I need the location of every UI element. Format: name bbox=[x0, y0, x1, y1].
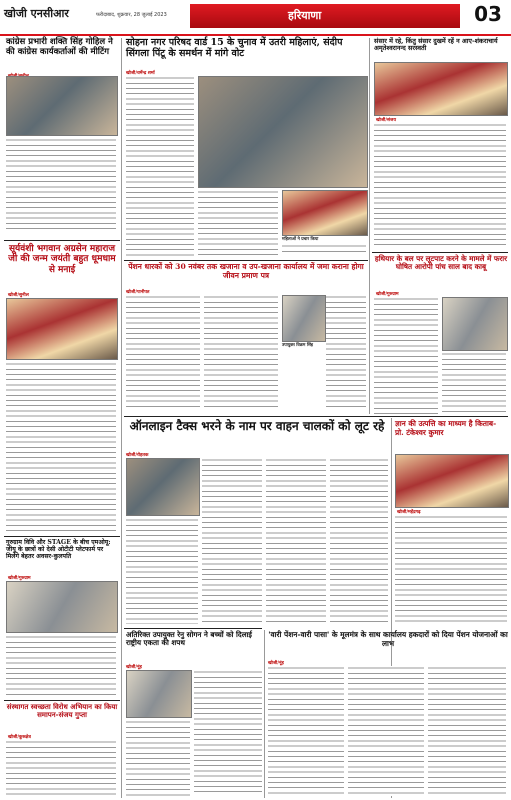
atirikt-body-col2 bbox=[194, 670, 262, 796]
divider bbox=[124, 628, 262, 629]
column-rule bbox=[369, 38, 370, 414]
byline-hathiyar: खोजी/गुरुग्राम bbox=[376, 292, 399, 297]
pensionwale-body-col1 bbox=[268, 666, 344, 796]
pensionwale-body-col2 bbox=[348, 666, 424, 796]
caption-sohna: महिलाओं ने प्रचार किया bbox=[282, 236, 319, 241]
sanjay-body bbox=[374, 123, 506, 246]
headline-pension: पेंशन धारकों को 30 नवंबर तक खजाना व उप-खजाना कार्यालय में जमा कराना होगा जीवन प्रमाण पत्र bbox=[128, 262, 364, 280]
hathiyar-body-col1 bbox=[374, 297, 438, 414]
section-name: हरियाणा bbox=[288, 9, 322, 22]
online-body-col4 bbox=[330, 458, 388, 624]
headline-gyan: ज्ञान की उत्पत्ति का माध्यम है किताब- प्रो. टंकेश्वर कुमार bbox=[395, 419, 497, 437]
section-banner bbox=[190, 4, 460, 28]
sohna-body-col2 bbox=[198, 190, 278, 256]
headline-sohna: सोहना नगर परिषद वार्ड 15 के चुनाव में उतरी महिलाएं, संदीप सिंगला पिंटू के समर्थन में मांगे वोट bbox=[126, 37, 343, 59]
gurugram-body bbox=[6, 635, 116, 695]
byline-gurugram: खोजी/गुरुग्राम bbox=[8, 576, 31, 581]
gyan-photo bbox=[395, 454, 509, 508]
pension-body-col1 bbox=[126, 295, 200, 410]
swachh-body bbox=[6, 740, 116, 796]
headline-online: ऑनलाइन टैक्स भरने के नाम पर वाहन चालकों को लूट रहे bbox=[129, 419, 385, 433]
hathiyar-photo bbox=[442, 297, 508, 351]
atirikt-photo bbox=[126, 670, 192, 718]
headline-congress: कांग्रेस प्रभारी शक्ति सिंह गोहिल ने की कांग्रेस कार्यकर्ताओं की मीटिंग bbox=[6, 37, 113, 57]
pension-photo bbox=[282, 295, 326, 342]
sohna-photo-small bbox=[282, 190, 368, 236]
hathiyar-body-col2 bbox=[442, 352, 506, 414]
byline-sanjay: खोजी/संजय bbox=[376, 118, 396, 123]
pension-body-col2 bbox=[204, 295, 278, 410]
headline-swachh: संस्थागत स्वच्छता विरोध अभियान का किया समापन-संजय गुप्ता bbox=[6, 702, 118, 720]
divider bbox=[124, 416, 508, 417]
byline-swachh: खोजी/कुरुक्षेत्र bbox=[8, 735, 31, 740]
newspaper-brand: खोजी एनसीआर bbox=[4, 7, 69, 20]
divider bbox=[372, 252, 508, 253]
surya-body bbox=[6, 362, 116, 532]
sanjay-photo bbox=[374, 62, 508, 116]
issue-line: फरीदाबाद, शुक्रवार, 28 जुलाई 2023 bbox=[96, 12, 167, 18]
pension-body-col3 bbox=[326, 295, 366, 410]
column-rule bbox=[121, 38, 122, 798]
divider bbox=[4, 700, 120, 701]
caption-pension: उपायुक्त विक्रम सिंह bbox=[282, 342, 314, 347]
surya-photo bbox=[6, 298, 118, 360]
gyan-body bbox=[395, 515, 507, 626]
divider bbox=[124, 260, 368, 261]
byline-gyan: खोजी/महेंद्रगढ़ bbox=[397, 510, 421, 515]
byline-pensionwale: खोजी/नूंह bbox=[268, 661, 284, 666]
pensionwale-body-col3 bbox=[428, 666, 506, 796]
headline-atirikt: अतिरिक्त उपायुक्त रेनु सोगन ने बच्चों को दिलाई राष्ट्रीय एकता की शपथ bbox=[126, 630, 252, 648]
headline-hathiyar: हथियार के बल पर लूटपाट करने के मामले में फरार घोषित आरोपी पांच साल बाद काबू bbox=[374, 254, 508, 272]
divider bbox=[4, 536, 120, 537]
headline-gurugram: गुरुग्राम विवि और STAGE के बीच एमओयू: जीयू के छात्रों को देसी ओटीटी प्लेटफार्म पर मिलेंगे बेहतर अवसर-कुलपति bbox=[6, 539, 111, 561]
headline-sanjay: संसार में रहे, किंतु संसार दुखमें रहें न आए-शंकराचार्य अमृतेश्वरानन्द सरस्वती bbox=[374, 37, 498, 53]
column-rule bbox=[264, 630, 265, 798]
byline-surya: खोजी/सुनील bbox=[8, 293, 29, 298]
byline-atirikt: खोजी/नूंह bbox=[126, 665, 142, 670]
congress-body bbox=[6, 138, 116, 233]
headline-pensionwale: 'वारी पेंशन-वारी पासा' के मूलमंत्र के साथ कार्यालय हकदारों को दिया पेंशन योजनाओं का लाभ bbox=[268, 630, 508, 648]
byline-online: खोजी/रोहतक bbox=[126, 453, 149, 458]
divider bbox=[4, 240, 120, 241]
sohna-body-col3 bbox=[282, 244, 366, 256]
sohna-body-col1 bbox=[126, 76, 194, 256]
page-number: 03 bbox=[474, 2, 502, 26]
online-body-col1 bbox=[126, 518, 198, 624]
online-photo bbox=[126, 458, 200, 516]
atirikt-body-col1 bbox=[126, 720, 190, 796]
congress-photo bbox=[6, 76, 118, 136]
byline-pension: खोजी/पानीपत bbox=[126, 290, 150, 295]
sohna-photo bbox=[198, 76, 368, 188]
byline-sohna: खोजी/धर्मेन्द्र शर्मा bbox=[126, 71, 155, 76]
gurugram-photo bbox=[6, 581, 118, 633]
headline-surya: सूर्यवंशी भगवान अग्रसेन महाराज जी की जन्म जयंती बहुत धूमधाम से मनाई bbox=[8, 244, 116, 275]
online-body-col3 bbox=[266, 458, 326, 624]
online-body-col2 bbox=[202, 458, 262, 624]
